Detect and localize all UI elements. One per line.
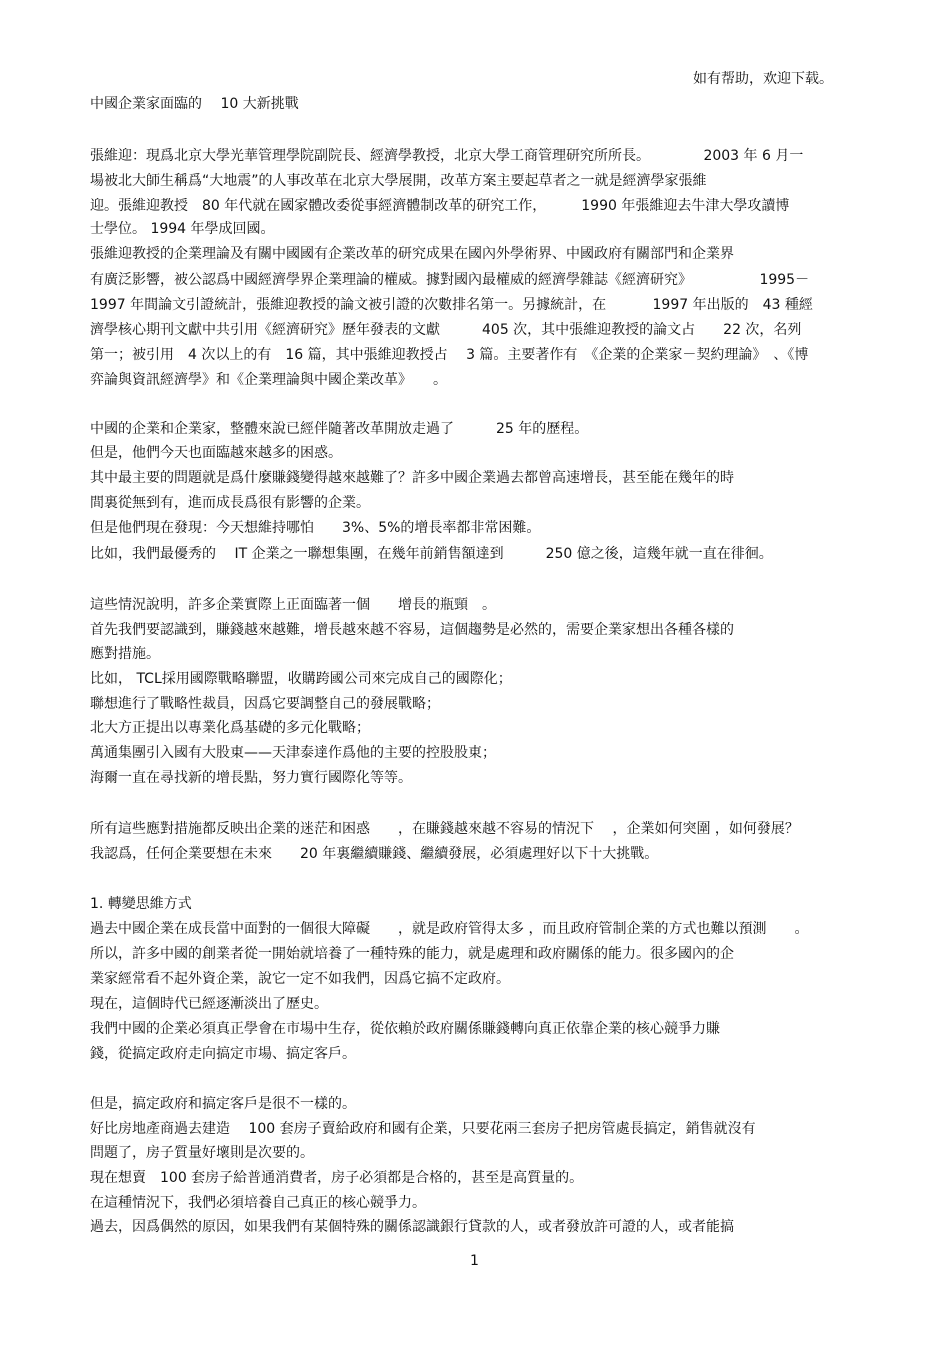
body-line: 這些情況說明，許多企業實際上正面臨著一個 增長的瓶頸 。 [90,597,496,613]
page-number: 1 [470,1253,479,1269]
body-line: 張維迎：現爲北京大學光華管理學院副院長、經濟學教授，北京大學工商管理研究所所長。 2003 年 6 月一 [90,148,804,164]
body-line: 海爾一直在尋找新的增長點，努力實行國際化等等。 [90,770,412,786]
body-line: 中國的企業和企業家，整體來說已經伴隨著改革開放走過了 25 年的歷程。 [90,421,589,437]
body-line: 但是，他們今天也面臨越來越多的困惑。 [90,445,342,461]
body-line: 我認爲，任何企業要想在未來 20 年裏繼續賺錢、繼續發展，必須處理好以下十大挑戰。 [90,846,659,862]
body-line: 但是他們現在發現：今天想維持哪怕 3%、5%的增長率都非常困難。 [90,520,541,536]
body-line: 比如， TCL採用國際戰略聯盟，收購跨國公司來完成自己的國際化； [90,671,512,687]
body-line: 但是，搞定政府和搞定客戶是很不一樣的。 [90,1096,356,1112]
body-line: 弈論與資訊經濟學》和《企業理論與中國企業改革》 。 [90,372,447,388]
body-line: 其中最主要的問題就是爲什麼賺錢變得越來越難了？許多中國企業過去都曾高速增長，甚至能在幾年的時 [90,470,734,486]
body-line: 第一；被引用 4 次以上的有 16 篇，其中張維迎教授占 3 篇。主要著作有 《企業的企業家－契約理論》 、《博 [90,347,809,363]
body-line: 1997 年間論文引證統計，張維迎教授的論文被引證的次數排名第一。另據統計，在 1997 年出版的 43 種經 [90,297,813,313]
body-line: 比如，我們最優秀的 IT 企業之一聯想集團，在幾年前銷售額達到 250 億之後，這幾年就一直在徘徊。 [90,546,773,562]
body-line: 間裏從無到有，進而成長爲很有影響的企業。 [90,495,370,511]
section-heading: 1. 轉變思維方式 [90,896,192,912]
document-title: 中國企業家面臨的 10 大新挑戰 [90,96,299,112]
body-line: 錢，從搞定政府走向搞定市場、搞定客戶。 [90,1046,356,1062]
body-line: 士學位。 1994 年學成回國。 [90,221,275,237]
body-line: 萬通集團引入國有大股東——天津泰達作爲他的主要的控股股東； [90,745,496,761]
body-line: 在這種情況下，我們必須培養自己真正的核心競爭力。 [90,1195,426,1211]
body-line: 問題了，房子質量好壞則是次要的。 [90,1145,314,1161]
body-line: 過去中國企業在成長當中面對的一個很大障礙 ，就是政府管得太多 ，而且政府管制企業的方式也難以預測 。 [90,921,809,937]
header-note: 如有帮助，欢迎下载。 [693,71,833,87]
body-line: 現在，這個時代已經逐漸淡出了歷史。 [90,996,328,1012]
body-line: 首先我們要認識到，賺錢越來越難，增長越來越不容易，這個趨勢是必然的，需要企業家想出各種各樣的 [90,622,734,638]
body-line: 所以，許多中國的創業者從一開始就培養了一種特殊的能力，就是處理和政府關係的能力。很多國內的企 [90,946,734,962]
body-line: 我們中國的企業必須真正學會在市場中生存，從依賴於政府關係賺錢轉向真正依靠企業的核心競爭力賺 [90,1021,720,1037]
body-line: 所有這些應對措施都反映出企業的迷茫和困惑 ，在賺錢越來越不容易的情況下 ，企業如何突圍 ，如何發展？ [90,821,799,837]
body-line: 現在想賣 100 套房子給普通消費者，房子必須都是合格的，甚至是高質量的。 [90,1170,584,1186]
body-line: 場被北大師生稱爲“大地震”的人事改革在北京大學展開，改革方案主要起草者之一就是經濟學家張維 [90,173,707,189]
body-line: 迎。張維迎教授 80 年代就在國家體改委從事經濟體制改革的研究工作， 1990 年張維迎去牛津大學攻讀博 [90,198,790,214]
body-line: 應對措施。 [90,646,160,662]
body-line: 有廣泛影響，被公認爲中國經濟學界企業理論的權威。據對國內最權威的經濟學雜誌《經濟研究》 1995－ [90,272,810,288]
body-line: 業家經常看不起外資企業，說它一定不如我們，因爲它搞不定政府。 [90,971,510,987]
body-line: 北大方正提出以專業化爲基礎的多元化戰略； [90,720,370,736]
body-line: 濟學核心期刊文獻中共引用《經濟研究》歷年發表的文獻 405 次，其中張維迎教授的論文占 22 次，名列 [90,322,802,338]
body-line: 張維迎教授的企業理論及有關中國國有企業改革的研究成果在國內外學術界、中國政府有關部門和企業界 [90,246,734,262]
body-line: 過去，因爲偶然的原因，如果我們有某個特殊的關係認識銀行貸款的人，或者發放許可證的人，或者能搞 [90,1219,734,1235]
body-line: 好比房地產商過去建造 100 套房子賣給政府和國有企業，只要花兩三套房子把房管處長搞定，銷售就沒有 [90,1121,756,1137]
body-line: 聯想進行了戰略性裁員，因爲它要調整自己的發展戰略； [90,696,440,712]
